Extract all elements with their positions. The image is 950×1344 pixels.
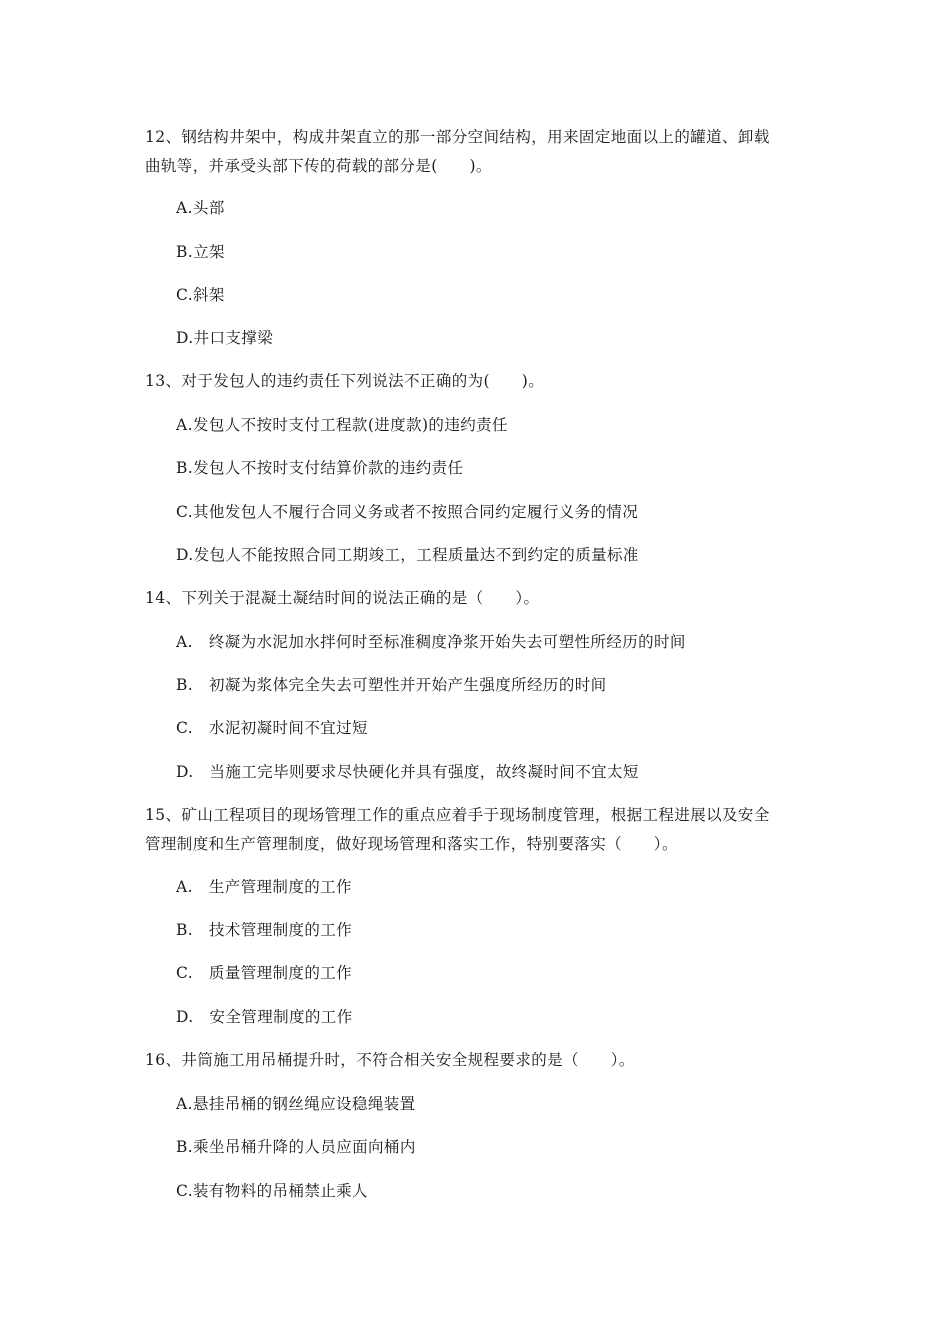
question-14-option-d: D. 当施工完毕则要求尽快硬化并具有强度，故终凝时间不宜太短 bbox=[176, 763, 639, 781]
question-13-option-a: A.发包人不按时支付工程款(进度款)的违约责任 bbox=[176, 416, 508, 434]
question-12-option-d: D.井口支撑梁 bbox=[176, 329, 274, 347]
question-15-option-c: C. 质量管理制度的工作 bbox=[176, 964, 353, 982]
question-16-option-a: A.悬挂吊桶的钢丝绳应设稳绳装置 bbox=[176, 1095, 416, 1113]
question-16-option-c: C.装有物料的吊桶禁止乘人 bbox=[176, 1182, 368, 1200]
question-13-option-b: B.发包人不按时支付结算价款的违约责任 bbox=[176, 459, 464, 477]
question-16-option-b: B.乘坐吊桶升降的人员应面向桶内 bbox=[176, 1138, 416, 1156]
question-14-option-c: C. 水泥初凝时间不宜过短 bbox=[176, 719, 368, 737]
question-15-option-d: D. 安全管理制度的工作 bbox=[176, 1008, 353, 1026]
question-15-option-a: A. 生产管理制度的工作 bbox=[176, 878, 352, 896]
question-15-stem-line-2: 管理制度和生产管理制度，做好现场管理和落实工作，特别要落实（ ）。 bbox=[145, 835, 678, 853]
question-13-stem-line-1: 13、对于发包人的违约责任下列说法不正确的为( )。 bbox=[145, 372, 545, 390]
question-16-stem-line-1: 16、井筒施工用吊桶提升时，不符合相关安全规程要求的是（ ）。 bbox=[145, 1051, 635, 1069]
question-12-option-a: A.头部 bbox=[176, 199, 225, 217]
question-14-option-a: A. 终凝为水泥加水拌何时至标准稠度净浆开始失去可塑性所经历的时间 bbox=[176, 633, 686, 651]
question-15-stem-line-1: 15、矿山工程项目的现场管理工作的重点应着手于现场制度管理，根据工程进展以及安全 bbox=[145, 806, 770, 824]
question-12-option-b: B.立架 bbox=[176, 243, 225, 261]
question-12-stem-line-1: 12、钢结构井架中，构成井架直立的那一部分空间结构，用来固定地面以上的罐道、卸载 bbox=[145, 128, 770, 146]
question-15-option-b: B. 技术管理制度的工作 bbox=[176, 921, 353, 939]
question-13-option-d: D.发包人不能按照合同工期竣工，工程质量达不到约定的质量标准 bbox=[176, 546, 639, 564]
question-12-stem-line-2: 曲轨等，并承受头部下传的荷载的部分是( )。 bbox=[145, 157, 492, 175]
question-14-stem-line-1: 14、下列关于混凝土凝结时间的说法正确的是（ ）。 bbox=[145, 589, 540, 607]
question-12-option-c: C.斜架 bbox=[176, 286, 225, 304]
question-13-option-c: C.其他发包人不履行合同义务或者不按照合同约定履行义务的情况 bbox=[176, 503, 639, 521]
question-14-option-b: B. 初凝为浆体完全失去可塑性并开始产生强度所经历的时间 bbox=[176, 676, 607, 694]
